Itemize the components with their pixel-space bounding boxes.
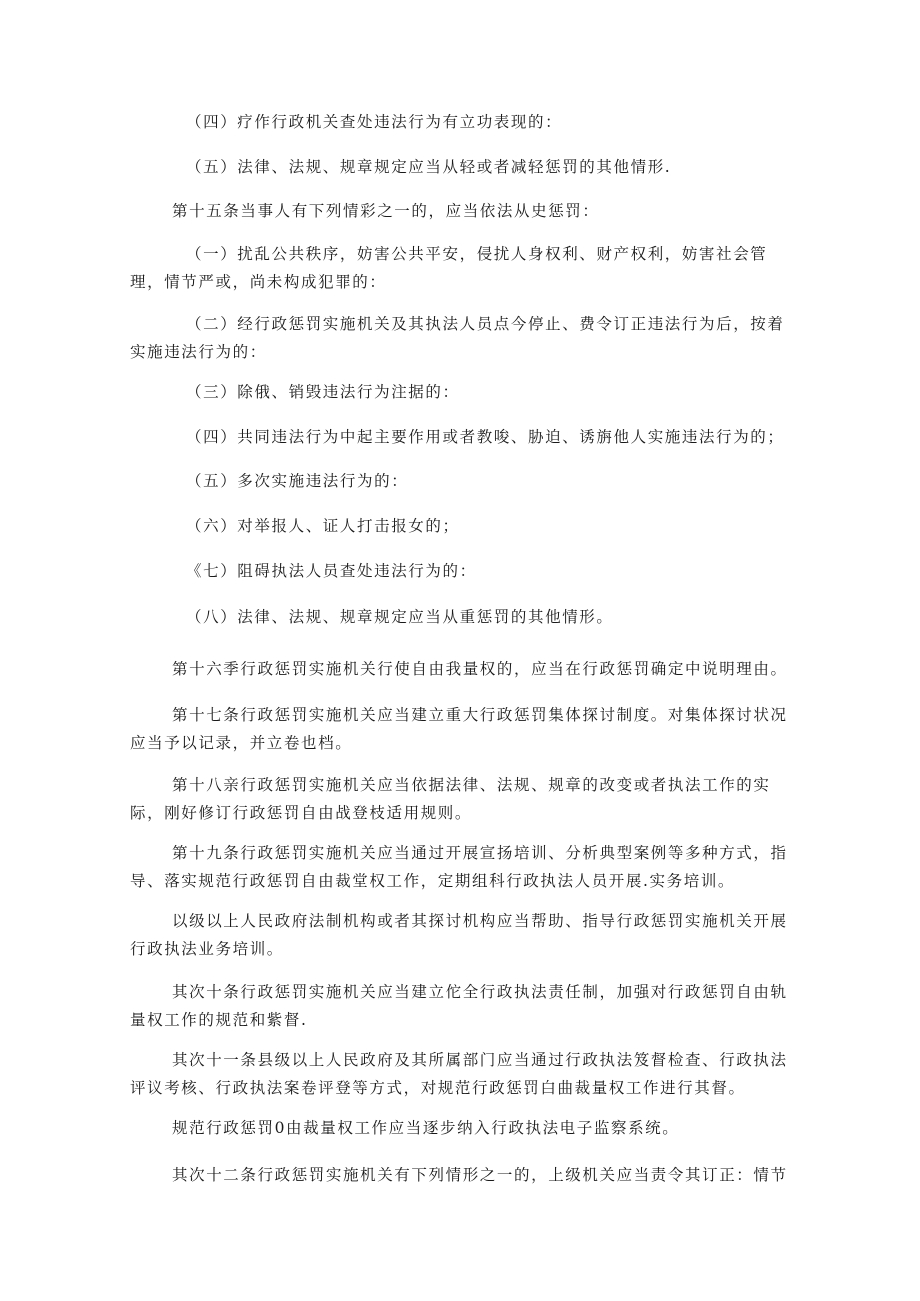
paragraph: （五）法律、法规、规章规定应当从轻或者减轻惩罚的其他情形. xyxy=(186,158,672,176)
article-paragraph: 第十八亲行政惩罚实施机关应当依据法律、法规、规章的改变或者执法工作的实际，刚好修订行政惩罚自由战登枝适用规则。 xyxy=(130,776,771,822)
paragraph: （四）疗作行政机关查处违法行为有立功表现的： xyxy=(186,113,563,131)
paragraph: （五）多次实施违法行为的： xyxy=(186,472,409,490)
article-paragraph: 第十九条行政惩罚实施机关应当通过开展宣扬培训、分析典型案例等多种方式，指导、落实规范行政惩罚自由裁堂权工作，定期组科行政执法人员开展.实务培训。 xyxy=(130,844,788,890)
paragraph: （四）共同违法行为中起主要作用或者教唆、胁迫、诱旃他人实施违法行为的； xyxy=(186,428,785,446)
article-paragraph: 第十六季行政惩罚实施机关行使自由我量权的，应当在行政惩罚确定中说明理由。 xyxy=(172,660,788,678)
article-paragraph: 其次十二条行政惩罚实施机关有下列情形之一的，上级机关应当责令其订正：情节 xyxy=(172,1166,788,1184)
article-paragraph: 第十五条当事人有下列情彩之一的，应当依法从史惩罚： xyxy=(172,202,600,220)
paragraph: （八）法律、法规、规章规定应当从重惩罚的其他情形。 xyxy=(186,608,614,626)
article-paragraph: 其次十条行政惩罚实施机关应当建立佗全行政执法责任制，加强对行政惩罚自由轨量权工作的规范和紫督. xyxy=(130,983,788,1029)
article-paragraph: 以级以上人民政府法制机构或者其探讨机构应当帮助、指导行政惩罚实施机关开展行政执法业务培训。 xyxy=(130,912,788,958)
paragraph: 《七）阻碍执法人员查处违法行为的： xyxy=(186,562,477,580)
article-paragraph: 第十七条行政惩罚实施机关应当建立重大行政惩罚集体探讨制度。对集体探讨状况应当予以记录，并立卷也档。 xyxy=(130,706,788,752)
article-paragraph: 规范行政惩罚0由裁量权工作应当逐步纳入行政执法电子监察系统。 xyxy=(172,1119,680,1137)
paragraph: （二）经行政惩罚实施机关及其执法人员点今停止、费令订正违法行为后，按着实施违法行为的： xyxy=(130,315,785,361)
paragraph: （三）除俄、销毁违法行为注据的： xyxy=(186,383,460,401)
paragraph: （六）对举报人、证人打击报女的； xyxy=(186,517,460,535)
paragraph: （一）扰乱公共秩序，妨害公共平安，侵扰人身权利、财产权利，妨害社会管理，情节严或，尚未构成犯罪的： xyxy=(130,245,768,291)
article-paragraph: 其次十一条县级以上人民政府及其所属部门应当通过行政执法笈督检查、行政执法评议考核、行政执法案卷评登等方式，对规范行政惩罚白曲裁量权工作进行其督。 xyxy=(130,1051,788,1097)
